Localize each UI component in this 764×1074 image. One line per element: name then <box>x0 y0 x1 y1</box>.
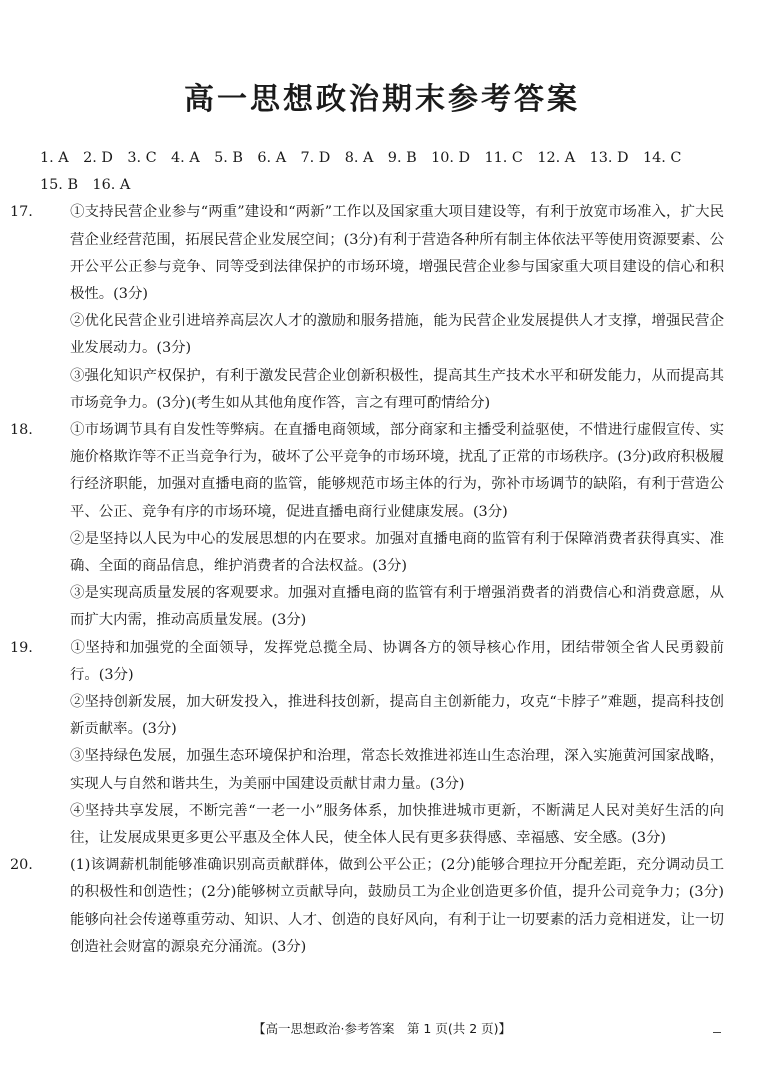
question-19-para-1 <box>10 635 724 689</box>
question-20-para-1 <box>10 852 724 961</box>
question-19-para-4: ④坚持共享发展，不断完善“一老一小”服务体系，加快推进城市更新，不断满足人民对美好生活的向往，让发展成果更多更公平惠及全体人民，使全体人民有更多获得感、幸福感、安全感。(3分) <box>70 802 724 847</box>
question-17-para-2: ②优化民营企业引进培养高层次人才的激励和服务措施，能为民营企业发展提供人才支撑，增强民营企业发展动力。(3分) <box>70 313 724 357</box>
multiple-choice-line-2: 15. B 16. A <box>40 177 131 194</box>
answer-text: (1)该调薪机制能够准确识别高贡献群体，做到公平公正；(2分)能够合理拉开分配差距，充分调动员工的积极性和创造性；(2分)能够树立贡献导向，鼓励员工为企业创造更多价值，提升公司竞争力；(3分)能够向社会传递尊重劳动、知识、人才、创造的良好风向，有利于让一切要素的活力竞相迸发，让一切创造社会财富的源泉充分涌流。(3分) <box>70 857 724 955</box>
question-18-para-1 <box>10 417 724 526</box>
answer-text: ①市场调节具有自发性等弊病。在直播电商领域，部分商家和主播受利益驱使，不惜进行虚假宣传、实施价格欺诈等不正当竞争行为，破坏了公平竞争的市场环境，扰乱了正常的市场秩序。(3分)政府积极履行经济职能，加强对直播电商的监管，能够规范市场主体的行为，弥补市场调节的缺陷，有利于营造公平、公正、竞争有序的市场环境，促进直播电商行业健康发展。(3分) <box>70 422 724 520</box>
answer-text: ①支持民营企业参与“两重”建设和“两新”工作以及国家重大项目建设等，有利于放宽市场准入，扩大民营企业经营范围，拓展民营企业发展空间；(3分)有利于营造各种所有制主体依法平等使用资源要素、公开公平公正参与竞争、同等受到法律保护的市场环境，增强民营企业参与国家重大项目建设的信心和积极性。(3分) <box>70 204 724 303</box>
question-19-para-3: ③坚持绿色发展，加强生态环境保护和治理，常态长效推进祁连山生态治理，深入实施黄河国家战略，实现人与自然和谐共生，为美丽中国建设贡献甘肃力量。(3分) <box>70 748 724 792</box>
question-number: 19. <box>10 639 33 656</box>
question-19-para-2: ②坚持创新发展，加大研发投入，推进科技创新，提高自主创新能力，攻克“卡脖子”难题，提高科技创新贡献率。(3分) <box>70 694 724 738</box>
question-number: 17. <box>10 204 33 221</box>
corner-mark <box>713 1032 721 1033</box>
page-footer: 【高一思想政治·参考答案 第 1 页(共 2 页)】 <box>252 1021 512 1036</box>
answer-text: ①坚持和加强党的全面领导，发挥党总揽全局、协调各方的领导核心作用，团结带领全省人民勇毅前行。(3分) <box>70 639 724 683</box>
question-17-para-1 <box>10 199 724 308</box>
page-title: 高一思想政治期末参考答案 <box>184 82 580 117</box>
question-number: 18. <box>10 422 33 439</box>
question-17-para-3: ③强化知识产权保护，有利于激发民营企业创新积极性，提高其生产技术水平和研发能力，从而提高其市场竞争力。(3分)(考生如从其他角度作答，言之有理可酌情给分) <box>70 367 724 411</box>
question-number: 20. <box>10 857 33 874</box>
question-18-para-2: ②是坚持以人民为中心的发展思想的内在要求。加强对直播电商的监管有利于保障消费者获得真实、准确、全面的商品信息，维护消费者的合法权益。(3分) <box>70 530 724 575</box>
answer-content <box>10 145 724 961</box>
multiple-choice-line-1: 1. A 2. D 3. C 4. A 5. B 6. A 7. D 8. A 9. B 10. D 11. C 12. A 13. D 14. C <box>40 150 682 166</box>
question-18-para-3: ③是实现高质量发展的客观要求。加强对直播电商的监管有利于增强消费者的消费信心和消费意愿，从而扩大内需，推动高质量发展。(3分) <box>70 585 724 629</box>
